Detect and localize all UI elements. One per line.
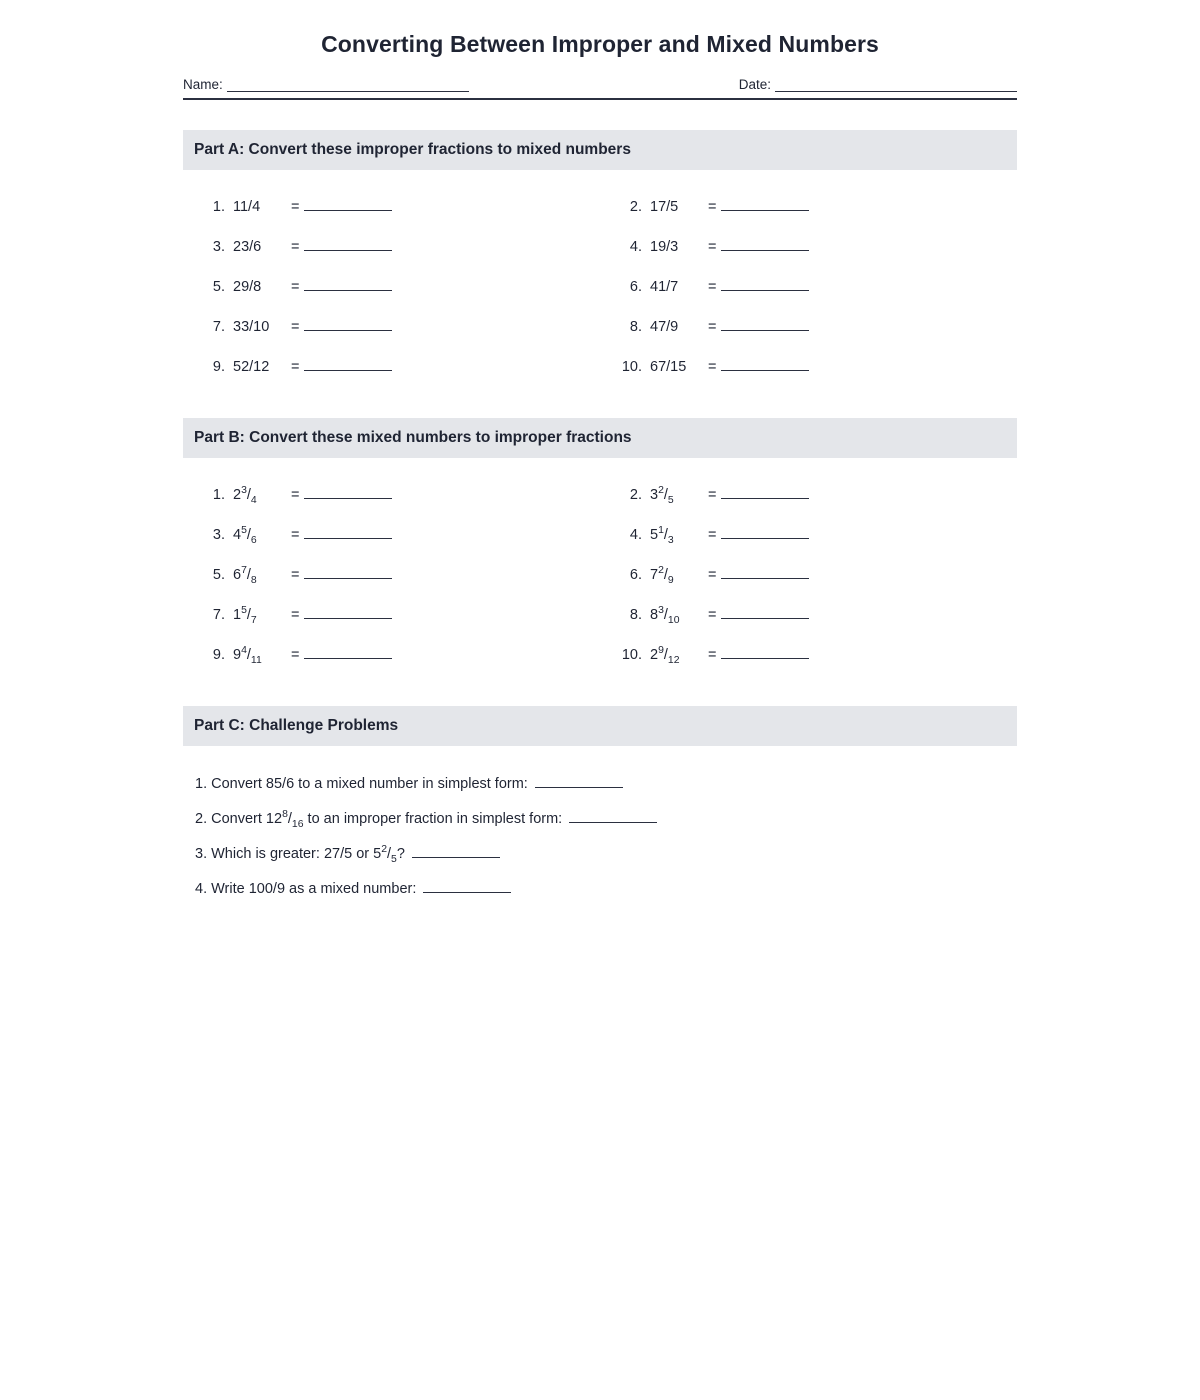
problem-row [183, 596, 1017, 636]
problem-row [183, 636, 1017, 676]
fraction-slash: / [663, 487, 668, 504]
numerator: 5 [241, 525, 247, 537]
fraction-slash: / [246, 567, 251, 584]
numerator: 8 [282, 809, 288, 821]
answer-blank[interactable] [721, 566, 809, 579]
problem-expression [233, 485, 285, 507]
equals-sign: = [291, 239, 300, 256]
mixed-number-expression [233, 525, 257, 547]
whole-part: 9 [233, 647, 242, 664]
challenge-text-before: Which is greater: 27/5 or 5 [211, 846, 382, 863]
problem-item [183, 268, 600, 308]
equals-sign: = [291, 319, 300, 336]
denominator: 12 [667, 655, 680, 667]
name-label: Name: [183, 77, 223, 93]
answer-blank[interactable] [535, 775, 623, 788]
problem-row [183, 268, 1017, 308]
challenge-text-before: Convert 85/6 to a mixed number in simplest form: [211, 776, 528, 793]
problem-number: 1. [212, 487, 225, 504]
whole-part: 2 [233, 487, 242, 504]
problem-row [183, 556, 1017, 596]
fraction-slash: / [246, 607, 251, 624]
problem-expression [650, 485, 702, 507]
answer-blank[interactable] [304, 526, 392, 539]
mixed-number-expression [650, 645, 680, 667]
whole-part: 3 [650, 487, 659, 504]
challenge-item [183, 801, 1017, 836]
problem-item [183, 516, 600, 556]
fraction-slash: / [287, 811, 292, 828]
answer-blank[interactable] [721, 278, 809, 291]
problem-number: 1. [212, 199, 225, 216]
problem-number: 6. [629, 279, 642, 296]
equals-sign: = [708, 607, 717, 624]
equals-sign: = [708, 647, 717, 664]
problem-expression: 23/6 [233, 239, 262, 256]
answer-blank[interactable] [304, 566, 392, 579]
denominator: 9 [667, 575, 674, 587]
problem-number: 7. [212, 607, 225, 624]
denominator: 11 [250, 655, 262, 667]
date-field-group [739, 77, 1017, 92]
numerator: 2 [381, 844, 387, 856]
mixed-number-expression [650, 605, 680, 627]
fraction-slash: / [663, 607, 668, 624]
problem-item [600, 516, 1017, 556]
answer-blank[interactable] [569, 810, 657, 823]
problem-expression [650, 565, 702, 587]
equals-sign: = [708, 567, 717, 584]
date-label: Date: [738, 77, 771, 93]
challenge-text-before: Convert 12 [211, 811, 283, 828]
equals-sign: = [291, 647, 300, 664]
name-field-group [183, 77, 469, 92]
problem-expression [650, 645, 702, 667]
numerator: 5 [241, 605, 247, 617]
equals-sign: = [291, 359, 300, 376]
problem-number: 2. [629, 199, 642, 216]
numerator: 7 [241, 565, 247, 577]
problem-number: 9. [212, 647, 225, 664]
problem-number: 8. [629, 319, 642, 336]
problem-expression: 47/9 [650, 319, 679, 336]
challenge-number: 2. [195, 811, 212, 828]
problem-number: 6. [629, 567, 642, 584]
fraction-slash: / [246, 487, 251, 504]
problem-item [600, 228, 1017, 268]
mixed-number-expression [381, 844, 397, 866]
denominator: 4 [250, 495, 257, 507]
answer-blank[interactable] [721, 526, 809, 539]
equals-sign: = [291, 487, 300, 504]
problem-item [183, 556, 600, 596]
mixed-number-expression [233, 645, 262, 667]
answer-blank[interactable] [304, 238, 392, 251]
numerator: 1 [658, 525, 664, 537]
answer-blank[interactable] [304, 318, 392, 331]
name-input-blank[interactable] [227, 78, 469, 92]
challenge-number: 1. [195, 776, 212, 793]
denominator: 5 [667, 495, 674, 507]
problem-expression: 17/5 [650, 199, 679, 216]
problem-number: 10. [621, 647, 642, 664]
section-header-part-b: Part B: Convert these mixed numbers to improper fractions [183, 418, 1017, 458]
mixed-number-expression [233, 605, 257, 627]
mixed-number-expression [650, 565, 674, 587]
numerator: 2 [658, 485, 664, 497]
problem-item [183, 348, 600, 388]
numerator: 2 [658, 565, 664, 577]
answer-blank[interactable] [721, 486, 809, 499]
section-header-part-c: Part C: Challenge Problems [183, 706, 1017, 746]
problem-number: 10. [621, 359, 642, 376]
answer-blank[interactable] [721, 606, 809, 619]
fraction-slash: / [663, 567, 668, 584]
page-title: Converting Between Improper and Mixed Numbers [321, 31, 879, 57]
mixed-number-expression [233, 565, 257, 587]
challenge-text-after: to an improper fraction in simplest form: [303, 811, 563, 828]
whole-part: 4 [233, 527, 242, 544]
denominator: 5 [391, 854, 397, 866]
problem-item [600, 476, 1017, 516]
problem-item [183, 308, 600, 348]
challenge-item [183, 871, 1017, 906]
problem-expression: 52/12 [233, 359, 270, 376]
spacer-before-part-b [0, 388, 1200, 418]
problem-expression [233, 525, 285, 547]
problem-number: 8. [629, 607, 642, 624]
problem-row [183, 308, 1017, 348]
equals-sign: = [708, 359, 717, 376]
problem-item [183, 228, 600, 268]
problem-item [600, 268, 1017, 308]
problem-item [600, 348, 1017, 388]
answer-blank[interactable] [304, 486, 392, 499]
numerator: 4 [241, 645, 247, 657]
answer-blank[interactable] [304, 606, 392, 619]
denominator: 8 [250, 575, 257, 587]
spacer-before-part-a [0, 100, 1200, 130]
answer-blank[interactable] [721, 318, 809, 331]
problem-number: 9. [212, 359, 225, 376]
problem-expression: 19/3 [650, 239, 679, 256]
equals-sign: = [291, 567, 300, 584]
mixed-number-expression [282, 809, 304, 831]
fraction-slash: / [387, 846, 392, 863]
challenge-number: 3. [195, 846, 212, 863]
name-date-row [183, 77, 1017, 100]
problem-number: 5. [212, 279, 225, 296]
equals-sign: = [291, 607, 300, 624]
denominator: 6 [250, 535, 257, 547]
equals-sign: = [708, 487, 717, 504]
problem-expression: 33/10 [233, 319, 270, 336]
problem-item [600, 188, 1017, 228]
denominator: 3 [667, 535, 674, 547]
answer-blank[interactable] [304, 278, 392, 291]
problem-expression [233, 645, 285, 667]
denominator: 7 [250, 615, 257, 627]
problem-number: 2. [629, 487, 642, 504]
fraction-slash: / [246, 647, 251, 664]
answer-blank[interactable] [304, 358, 392, 371]
answer-blank[interactable] [721, 238, 809, 251]
problem-item [600, 308, 1017, 348]
problem-number: 3. [212, 527, 225, 544]
whole-part: 7 [650, 567, 659, 584]
problem-expression: 41/7 [650, 279, 679, 296]
whole-part: 6 [233, 567, 242, 584]
problem-item [183, 596, 600, 636]
challenge-text-before: Write 100/9 as a mixed number: [211, 881, 417, 898]
mixed-number-expression [233, 485, 257, 507]
problem-expression [233, 605, 285, 627]
equals-sign: = [291, 527, 300, 544]
problem-row [183, 188, 1017, 228]
date-input-blank[interactable] [775, 78, 1017, 92]
challenge-item [183, 836, 1017, 871]
problem-row [183, 516, 1017, 556]
fraction-slash: / [246, 527, 251, 544]
equals-sign: = [708, 527, 717, 544]
problem-row [183, 348, 1017, 388]
problem-row [183, 228, 1017, 268]
problem-item [183, 636, 600, 676]
answer-blank[interactable] [721, 358, 809, 371]
answer-blank[interactable] [721, 646, 809, 659]
whole-part: 5 [650, 527, 659, 544]
problem-number: 7. [212, 319, 225, 336]
problem-expression: 29/8 [233, 279, 262, 296]
problem-expression: 11/4 [233, 199, 261, 216]
challenge-number: 4. [195, 881, 212, 898]
problem-number: 3. [212, 239, 225, 256]
challenge-text-after: ? [396, 846, 405, 863]
equals-sign: = [708, 319, 717, 336]
challenge-item [183, 766, 1017, 801]
section-header-part-a: Part A: Convert these improper fractions to mixed numbers [183, 130, 1017, 170]
numerator: 3 [241, 485, 247, 497]
mixed-number-expression [650, 525, 674, 547]
problem-item [183, 188, 600, 228]
equals-sign: = [708, 239, 717, 256]
answer-blank[interactable] [412, 845, 500, 858]
problem-item [183, 476, 600, 516]
problem-number: 5. [212, 567, 225, 584]
numerator: 3 [658, 605, 664, 617]
problem-expression: 67/15 [650, 359, 687, 376]
problem-number: 4. [629, 527, 642, 544]
problem-expression [650, 525, 702, 547]
denominator: 16 [291, 819, 304, 831]
part-c-challenge-list [183, 746, 1017, 906]
part-b-problem-grid [183, 458, 1017, 676]
fraction-slash: / [663, 647, 668, 664]
whole-part: 1 [233, 607, 242, 624]
problem-item [600, 596, 1017, 636]
mixed-number-expression [650, 485, 674, 507]
whole-part: 2 [650, 647, 659, 664]
answer-blank[interactable] [304, 646, 392, 659]
equals-sign: = [708, 199, 717, 216]
denominator: 10 [667, 615, 680, 627]
part-a-problem-grid [183, 170, 1017, 388]
problem-item [600, 636, 1017, 676]
answer-blank[interactable] [423, 880, 511, 893]
problem-expression [650, 605, 702, 627]
equals-sign: = [708, 279, 717, 296]
numerator: 9 [658, 645, 664, 657]
answer-blank[interactable] [721, 198, 809, 211]
whole-part: 8 [650, 607, 659, 624]
equals-sign: = [291, 279, 300, 296]
problem-number: 4. [629, 239, 642, 256]
problem-row [183, 476, 1017, 516]
answer-blank[interactable] [304, 198, 392, 211]
fraction-slash: / [663, 527, 668, 544]
spacer-before-part-c [0, 676, 1200, 706]
equals-sign: = [291, 199, 300, 216]
problem-expression [233, 565, 285, 587]
problem-item [600, 556, 1017, 596]
